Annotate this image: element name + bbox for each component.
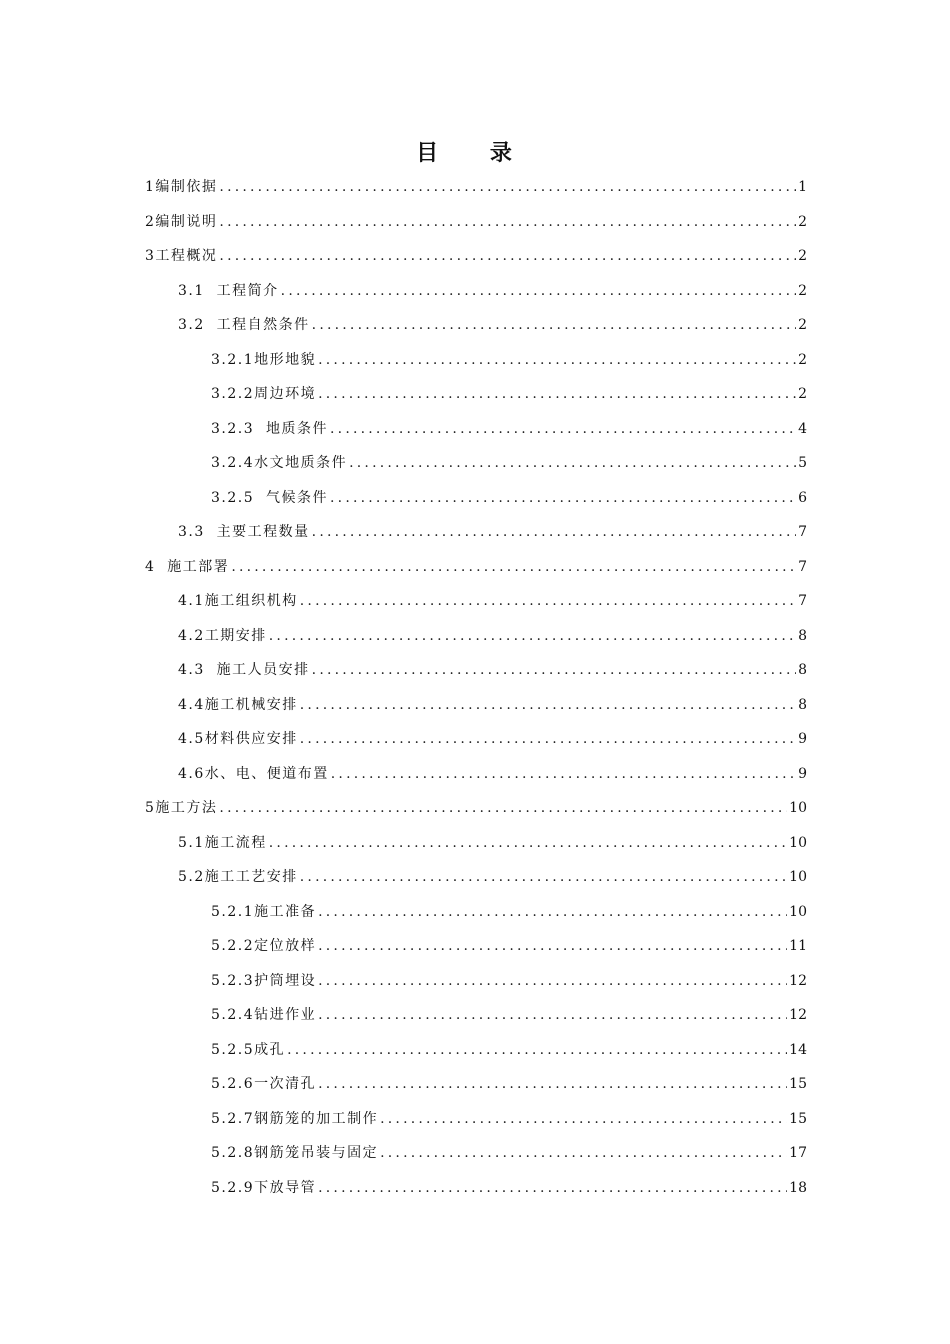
dot-leader: [318, 346, 796, 374]
toc-entry-page-number: 17: [789, 1145, 807, 1161]
dot-leader: [380, 1105, 787, 1133]
dot-leader: [318, 1174, 787, 1202]
toc-entry-page-number: 14: [789, 1041, 807, 1058]
dot-leader: [287, 1036, 787, 1064]
dot-leader: [312, 518, 796, 546]
toc-entry-label: 5.2施工工艺安排: [178, 869, 298, 885]
toc-entry-label: 3.2.1地形地貌: [211, 351, 317, 368]
toc-entry-page-number: 12: [789, 1007, 807, 1023]
dot-leader: [269, 829, 787, 857]
page-title: 目 录: [416, 140, 534, 166]
toc-entry[interactable]: [145, 794, 807, 829]
dot-leader: [219, 794, 787, 822]
toc-entry[interactable]: [145, 656, 807, 691]
toc-entry-page-number: 10: [789, 903, 807, 920]
toc-entry[interactable]: [145, 1036, 807, 1071]
toc-entry[interactable]: [145, 1105, 807, 1140]
toc-entry[interactable]: [145, 863, 807, 898]
dot-leader: [318, 898, 787, 926]
toc-entry-label: 3.1 工程简介: [178, 282, 279, 299]
dot-leader: [219, 242, 796, 270]
toc-entry[interactable]: [145, 967, 807, 1002]
toc-entry-page-number: 8: [798, 696, 807, 713]
toc-entry-page-number: 2: [798, 213, 807, 230]
dot-leader: [300, 691, 796, 719]
toc-entry-label: 4.2工期安排: [178, 627, 267, 644]
toc-entry-label: 5.2.9下放导管: [211, 1179, 317, 1196]
toc-entry[interactable]: [145, 1070, 807, 1105]
toc-entry-label: 4.1施工组织机构: [178, 593, 298, 609]
toc-entry-label: 4.4施工机械安排: [178, 696, 298, 713]
toc-entry-label: 3.2.4水文地质条件: [211, 455, 348, 471]
dot-leader: [331, 760, 796, 788]
toc-entry[interactable]: [145, 208, 807, 243]
toc-entry-label: 4.3 施工人员安排: [178, 662, 310, 678]
toc-entry[interactable]: [145, 760, 807, 795]
toc-entry[interactable]: [145, 518, 807, 553]
toc-entry-label: 5.1施工流程: [178, 834, 267, 851]
dot-leader: [300, 725, 796, 753]
toc-entry-label: 3工程概况: [145, 248, 218, 264]
dot-leader: [300, 863, 787, 891]
dot-leader: [318, 967, 787, 995]
toc-entry-label: 4 施工部署: [145, 558, 230, 575]
toc-entry[interactable]: [145, 380, 807, 415]
dot-leader: [269, 622, 796, 650]
toc-entry[interactable]: [145, 1174, 807, 1209]
toc-entry-page-number: 10: [789, 869, 807, 885]
dot-leader: [300, 587, 796, 615]
toc-entry-page-number: 11: [789, 938, 807, 954]
toc-entry-label: 5.2.8钢筋笼吊装与固定: [211, 1145, 379, 1161]
toc-entry[interactable]: [145, 449, 807, 484]
toc-entry-label: 1编制依据: [145, 179, 218, 195]
dot-leader: [318, 932, 787, 960]
toc-entry-page-number: 10: [789, 834, 807, 851]
toc-entry-page-number: 9: [798, 731, 807, 747]
toc-entry-label: 5.2.5成孔: [211, 1041, 286, 1058]
dot-leader: [281, 277, 796, 305]
toc-entry-page-number: 1: [798, 179, 807, 195]
toc-entry-page-number: 7: [798, 558, 807, 575]
toc-entry-label: 5.2.1施工准备: [211, 903, 317, 920]
toc-entry[interactable]: [145, 311, 807, 346]
toc-entry-page-number: 2: [798, 386, 807, 402]
toc-entry-label: 3.2.3 地质条件: [211, 420, 329, 437]
table-of-contents: [145, 173, 807, 1208]
toc-entry[interactable]: [145, 277, 807, 312]
toc-entry[interactable]: [145, 725, 807, 760]
toc-entry-label: 3.2.2周边环境: [211, 386, 317, 402]
toc-entry-label: 5施工方法: [145, 800, 218, 816]
toc-entry[interactable]: [145, 1139, 807, 1174]
toc-entry-page-number: 6: [798, 489, 807, 506]
toc-entry[interactable]: [145, 173, 807, 208]
toc-entry-page-number: 7: [798, 593, 807, 609]
toc-entry[interactable]: [145, 484, 807, 519]
toc-entry-label: 5.2.4钻进作业: [211, 1007, 317, 1023]
toc-entry[interactable]: [145, 691, 807, 726]
dot-leader: [330, 415, 796, 443]
toc-entry-page-number: 18: [789, 1179, 807, 1196]
dot-leader: [312, 656, 796, 684]
toc-entry-label: 5.2.2定位放样: [211, 938, 317, 954]
toc-entry-page-number: 4: [798, 420, 807, 437]
dot-leader: [330, 484, 796, 512]
toc-entry[interactable]: [145, 898, 807, 933]
toc-entry-page-number: 2: [798, 282, 807, 299]
toc-entry-page-number: 7: [798, 524, 807, 540]
toc-entry-label: 2编制说明: [145, 213, 218, 230]
toc-entry[interactable]: [145, 932, 807, 967]
dot-leader: [349, 449, 796, 477]
toc-entry-label: 5.2.6一次清孔: [211, 1076, 317, 1092]
toc-entry-page-number: 2: [798, 248, 807, 264]
toc-entry-page-number: 12: [789, 972, 807, 989]
toc-entry-label: 5.2.3护筒埋设: [211, 972, 317, 989]
toc-entry-page-number: 10: [789, 800, 807, 816]
toc-entry-page-number: 15: [789, 1076, 807, 1092]
toc-entry[interactable]: [145, 622, 807, 657]
toc-entry-page-number: 2: [798, 317, 807, 333]
toc-entry[interactable]: [145, 346, 807, 381]
dot-leader: [219, 208, 796, 236]
toc-entry-page-number: 5: [798, 455, 807, 471]
toc-entry-page-number: 15: [789, 1110, 807, 1127]
toc-entry-label: 4.6水、电、便道布置: [178, 765, 329, 782]
dot-leader: [380, 1139, 787, 1167]
toc-entry[interactable]: [145, 587, 807, 622]
dot-leader: [219, 173, 796, 201]
toc-entry-label: 3.3 主要工程数量: [178, 524, 310, 540]
toc-entry[interactable]: [145, 829, 807, 864]
dot-leader: [312, 311, 796, 339]
dot-leader: [318, 380, 796, 408]
toc-entry-label: 4.5材料供应安排: [178, 731, 298, 747]
toc-entry-page-number: 8: [798, 627, 807, 644]
toc-entry-label: 3.2.5 气候条件: [211, 489, 329, 506]
dot-leader: [318, 1001, 787, 1029]
toc-entry[interactable]: [145, 415, 807, 450]
dot-leader: [318, 1070, 787, 1098]
toc-entry-label: 5.2.7钢筋笼的加工制作: [211, 1110, 379, 1127]
dot-leader: [231, 553, 796, 581]
toc-entry-page-number: 2: [798, 351, 807, 368]
toc-entry-page-number: 8: [798, 662, 807, 678]
toc-entry[interactable]: [145, 553, 807, 588]
toc-entry[interactable]: [145, 242, 807, 277]
toc-entry[interactable]: [145, 1001, 807, 1036]
toc-entry-page-number: 9: [798, 765, 807, 782]
toc-entry-label: 3.2 工程自然条件: [178, 317, 310, 333]
